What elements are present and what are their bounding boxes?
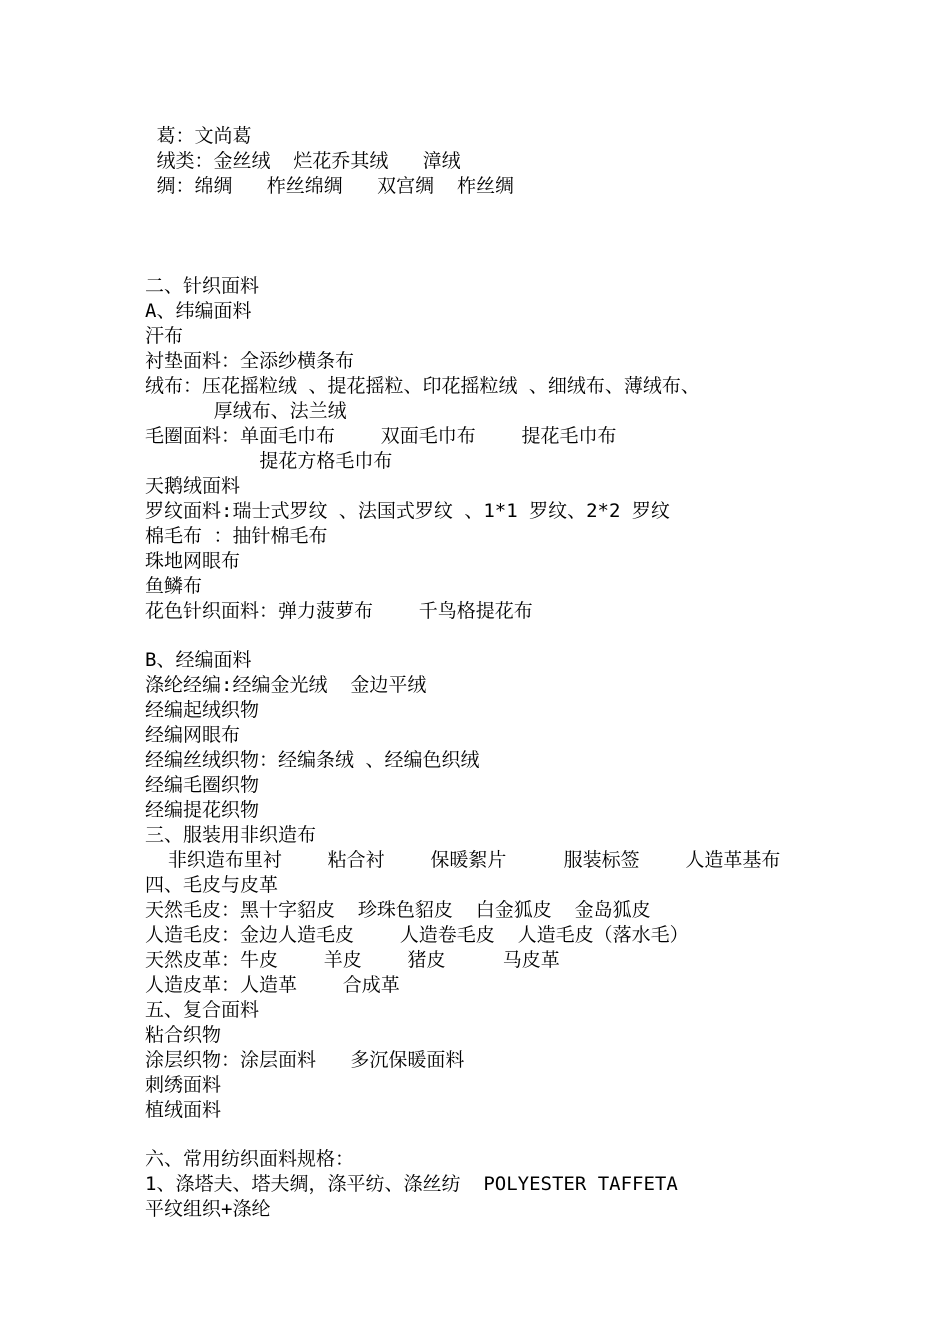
- text-line: 珠地网眼布: [145, 550, 241, 572]
- section-heading: 五、复合面料: [145, 999, 260, 1021]
- text-line: 粘合织物: [145, 1024, 222, 1046]
- text-line: 罗纹面料:瑞士式罗纹 、法国式罗纹 、1*1 罗纹、2*2 罗纹: [145, 500, 670, 522]
- text-line: 刺绣面料: [145, 1074, 222, 1096]
- text-line: 汗布: [145, 325, 184, 347]
- section-heading: 六、常用纺织面料规格：: [145, 1148, 355, 1170]
- text-line: 经编毛圈织物: [145, 774, 260, 796]
- text-line: 葛：文尚葛: [145, 125, 252, 147]
- text-line: 涂层织物：涂层面料 多沉保暖面料: [145, 1049, 465, 1071]
- text-line: 人造皮革：人造革 合成革: [145, 974, 400, 996]
- text-line: 经编起绒织物: [145, 699, 260, 721]
- text-line: 经编提花织物: [145, 799, 260, 821]
- text-line: 绸：绵绸 柞丝绵绸 双宫绸 柞丝绸: [145, 175, 514, 197]
- text-line: 1、涤塔夫、塔夫绸，涤平纺、涤丝纺 POLYESTER TAFFETA: [145, 1173, 678, 1195]
- text-line: 天然毛皮：黑十字貂皮 珍珠色貂皮 白金狐皮 金岛狐皮: [145, 899, 651, 921]
- text-line: 毛圈面料：单面毛巾布 双面毛巾布 提花毛巾布: [145, 425, 617, 447]
- text-line: 花色针织面料：弹力菠萝布 千鸟格提花布: [145, 600, 533, 622]
- text-line: 经编丝绒织物：经编条绒 、经编色织绒: [145, 749, 480, 771]
- subsection-heading: B、经编面料: [145, 649, 252, 671]
- text-line: 人造毛皮：金边人造毛皮 人造卷毛皮 人造毛皮（落水毛）: [145, 924, 689, 946]
- section-heading: 二、针织面料: [145, 275, 260, 297]
- text-line: 鱼鳞布: [145, 575, 203, 597]
- text-line: 植绒面料: [145, 1099, 222, 1121]
- text-line: 绒布：压花摇粒绒 、提花摇粒、印花摇粒绒 、细绒布、薄绒布、: [145, 375, 700, 397]
- text-line: 绒类：金丝绒 烂花乔其绒 漳绒: [145, 150, 461, 172]
- text-line: 平纹组织+涤纶: [145, 1198, 271, 1220]
- text-line: 涤纶经编:经编金光绒 金边平绒: [145, 674, 427, 696]
- text-line: 经编网眼布: [145, 724, 241, 746]
- text-line: 天鹅绒面料: [145, 475, 241, 497]
- section-heading: 三、服装用非织造布: [145, 824, 317, 846]
- text-line: 非织造布里衬 粘合衬 保暖絮片 服装标签 人造革基布: [145, 849, 781, 871]
- subsection-heading: A、纬编面料: [145, 300, 252, 322]
- text-line: 提花方格毛巾布: [145, 450, 393, 472]
- text-line: 衬垫面料：全添纱横条布: [145, 350, 355, 372]
- section-heading: 四、毛皮与皮革: [145, 874, 279, 896]
- text-line: 天然皮革：牛皮 羊皮 猪皮 马皮革: [145, 949, 560, 971]
- text-line: 厚绒布、法兰绒: [145, 400, 347, 422]
- text-line: 棉毛布 ：抽针棉毛布: [145, 525, 328, 547]
